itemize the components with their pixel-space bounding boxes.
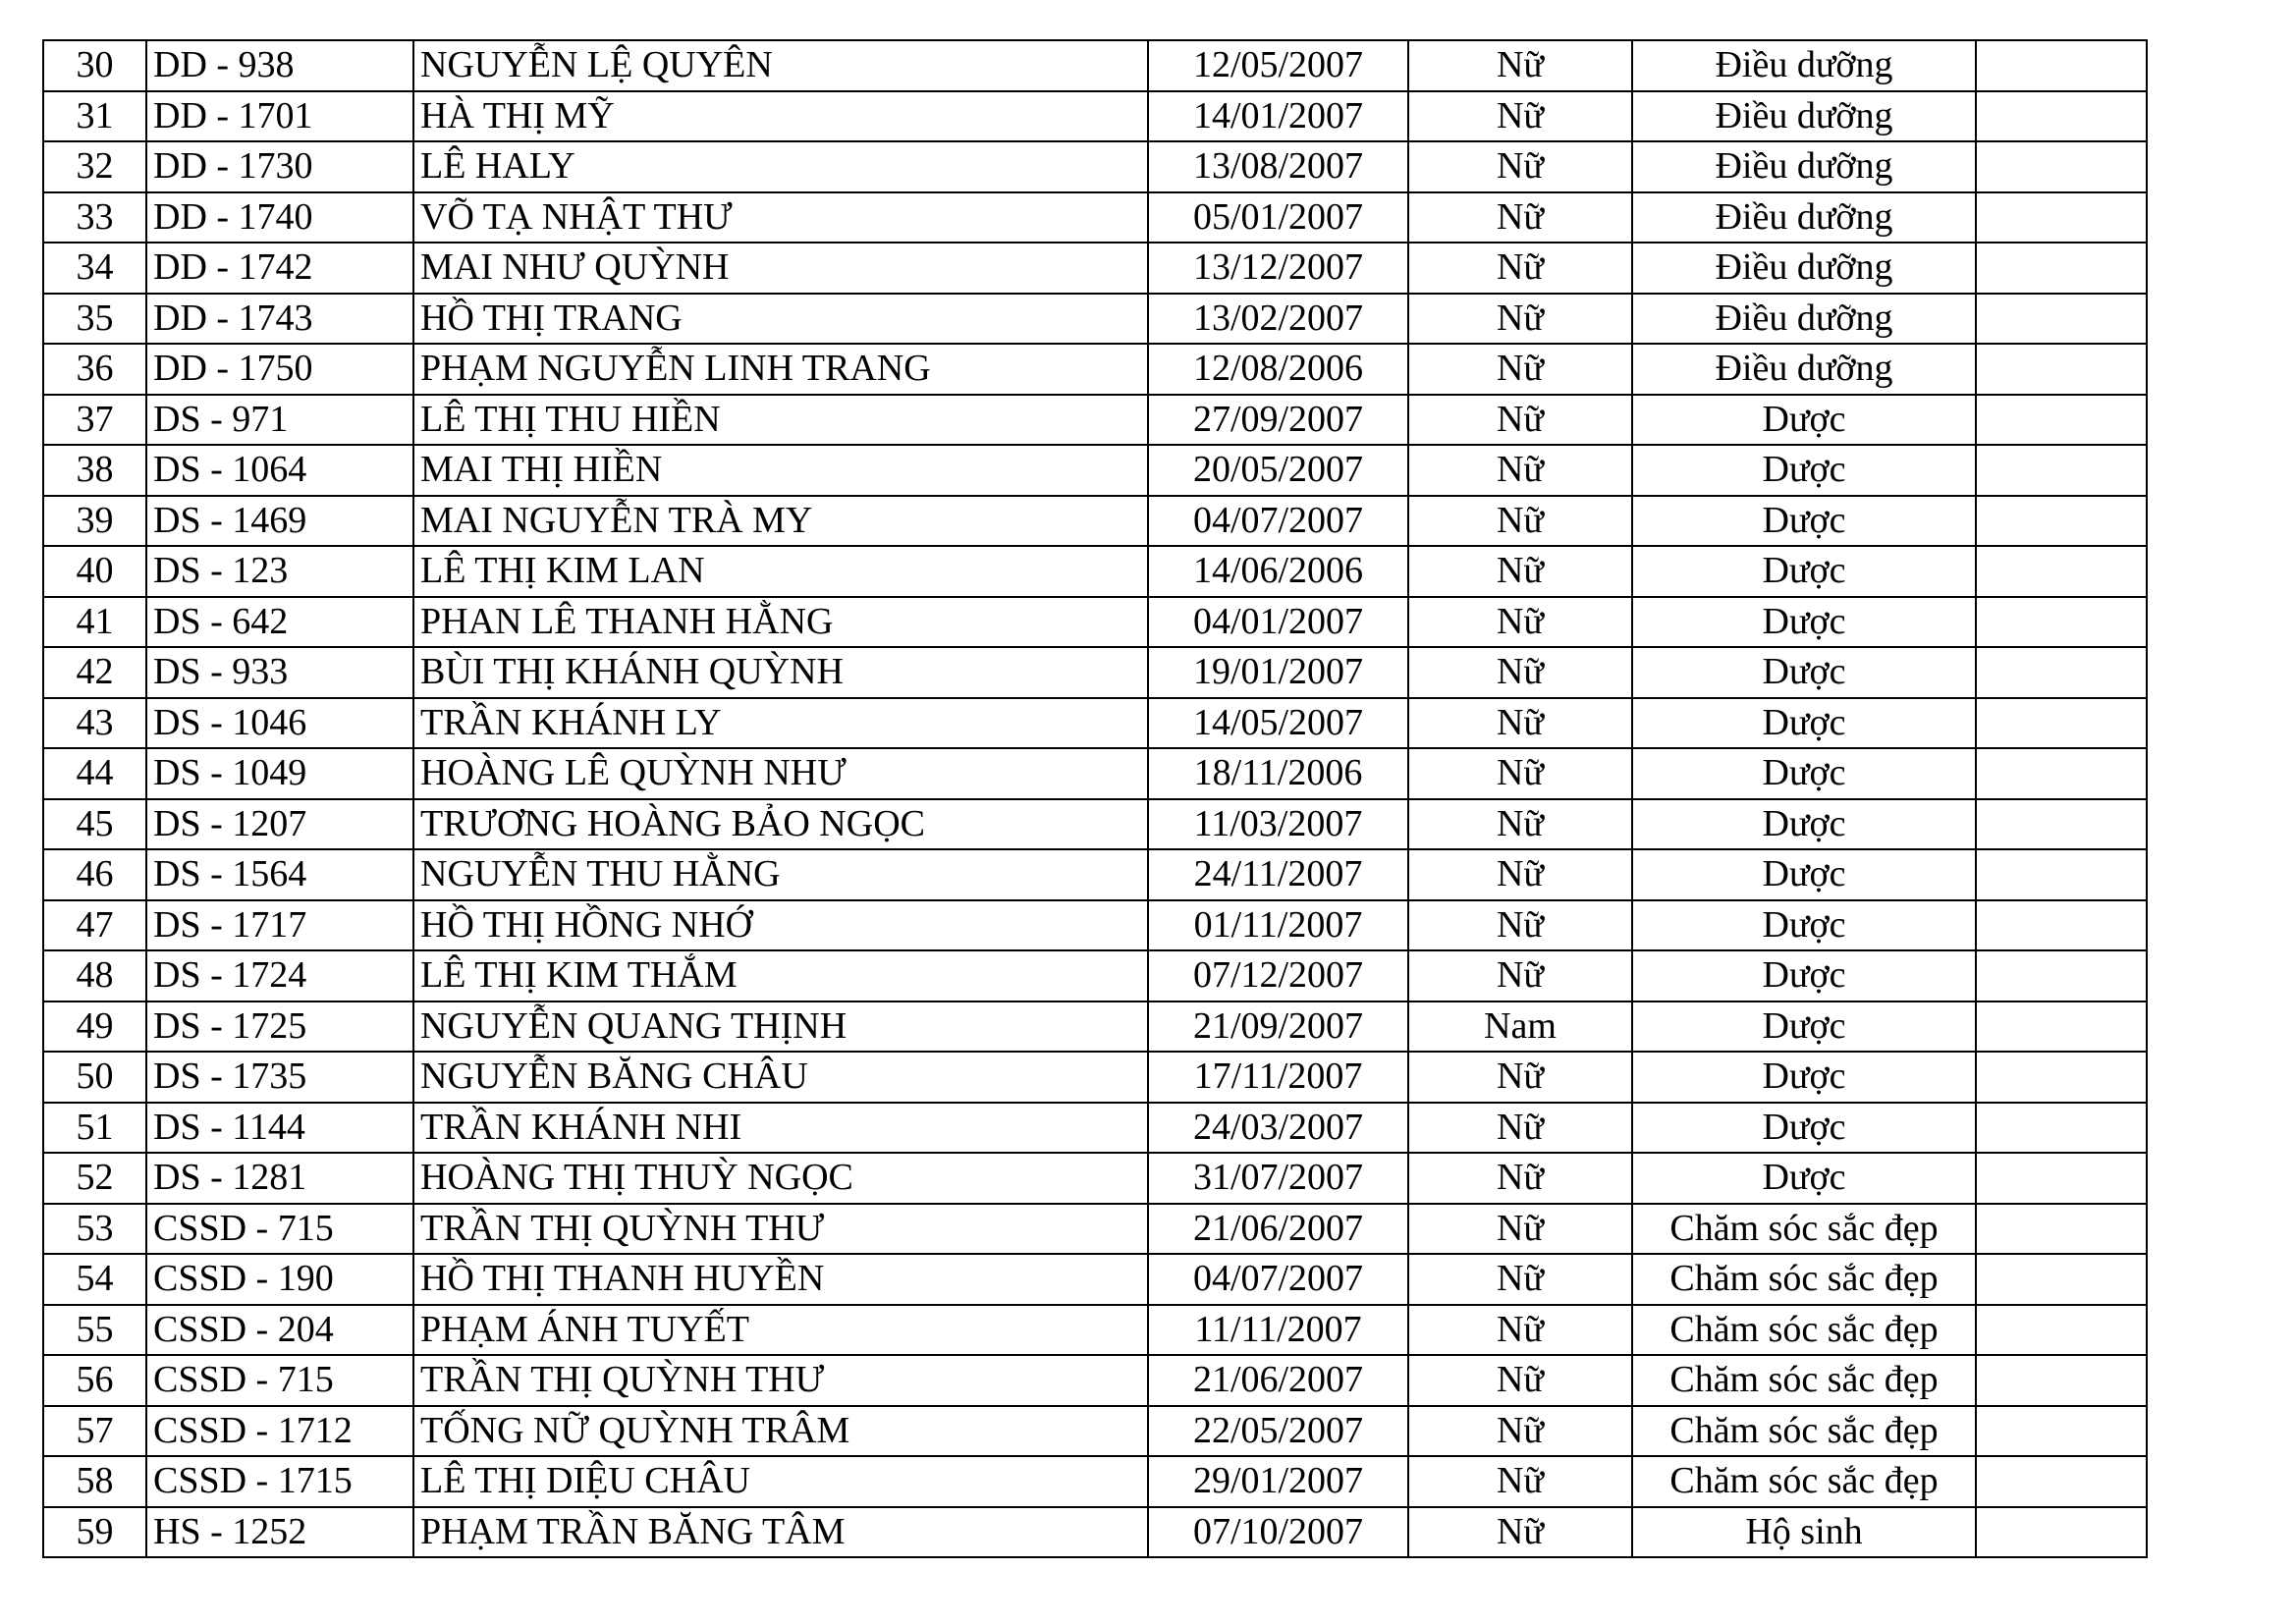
gender-cell: Nữ: [1408, 344, 1632, 395]
note-cell: [1976, 1103, 2147, 1154]
table-row: [43, 748, 2147, 799]
date-of-birth-cell: 01/11/2007: [1148, 900, 1408, 951]
student-name-cell: LÊ THỊ KIM THẮM: [413, 950, 1148, 1001]
student-code-cell: DD - 1750: [146, 344, 413, 395]
row-number-cell: 47: [43, 900, 146, 951]
student-name-cell: PHẠM TRẦN BĂNG TÂM: [413, 1507, 1148, 1558]
student-name-cell: HOÀNG THỊ THUỲ NGỌC: [413, 1153, 1148, 1204]
student-code-cell: DS - 1281: [146, 1153, 413, 1204]
note-cell: [1976, 647, 2147, 698]
row-number-cell: 36: [43, 344, 146, 395]
date-of-birth-cell: 24/11/2007: [1148, 849, 1408, 900]
row-number-cell: 39: [43, 496, 146, 547]
student-name-cell: TRẦN THỊ QUỲNH THƯ: [413, 1355, 1148, 1406]
major-cell: Điều dưỡng: [1632, 344, 1976, 395]
table-row: [43, 647, 2147, 698]
major-cell: Dược: [1632, 849, 1976, 900]
note-cell: [1976, 546, 2147, 597]
student-code-cell: DD - 1701: [146, 91, 413, 142]
date-of-birth-cell: 04/01/2007: [1148, 597, 1408, 648]
gender-cell: Nữ: [1408, 445, 1632, 496]
row-number-cell: 56: [43, 1355, 146, 1406]
student-code-cell: DS - 1735: [146, 1052, 413, 1103]
gender-cell: Nữ: [1408, 1103, 1632, 1154]
date-of-birth-cell: 12/08/2006: [1148, 344, 1408, 395]
major-cell: Điều dưỡng: [1632, 294, 1976, 345]
major-cell: Dược: [1632, 1153, 1976, 1204]
date-of-birth-cell: 07/10/2007: [1148, 1507, 1408, 1558]
gender-cell: Nữ: [1408, 748, 1632, 799]
major-cell: Dược: [1632, 1052, 1976, 1103]
note-cell: [1976, 294, 2147, 345]
gender-cell: Nữ: [1408, 1406, 1632, 1457]
gender-cell: Nữ: [1408, 950, 1632, 1001]
major-cell: Điều dưỡng: [1632, 243, 1976, 294]
row-number-cell: 57: [43, 1406, 146, 1457]
table-row: [43, 1001, 2147, 1053]
major-cell: Chăm sóc sắc đẹp: [1632, 1254, 1976, 1305]
row-number-cell: 46: [43, 849, 146, 900]
major-cell: Chăm sóc sắc đẹp: [1632, 1406, 1976, 1457]
table-row: [43, 1406, 2147, 1457]
major-cell: Điều dưỡng: [1632, 192, 1976, 244]
note-cell: [1976, 141, 2147, 192]
date-of-birth-cell: 04/07/2007: [1148, 496, 1408, 547]
major-cell: Chăm sóc sắc đẹp: [1632, 1355, 1976, 1406]
major-cell: Dược: [1632, 597, 1976, 648]
date-of-birth-cell: 20/05/2007: [1148, 445, 1408, 496]
table-row: [43, 1355, 2147, 1406]
row-number-cell: 49: [43, 1001, 146, 1053]
date-of-birth-cell: 13/12/2007: [1148, 243, 1408, 294]
major-cell: Hộ sinh: [1632, 1507, 1976, 1558]
row-number-cell: 58: [43, 1456, 146, 1507]
row-number-cell: 44: [43, 748, 146, 799]
student-name-cell: HỒ THỊ THANH HUYỀN: [413, 1254, 1148, 1305]
table-row: [43, 344, 2147, 395]
gender-cell: Nữ: [1408, 40, 1632, 91]
student-code-cell: CSSD - 715: [146, 1204, 413, 1255]
table-row: [43, 597, 2147, 648]
note-cell: [1976, 395, 2147, 446]
table-row: [43, 900, 2147, 951]
gender-cell: Nữ: [1408, 799, 1632, 850]
student-name-cell: LÊ THỊ DIỆU CHÂU: [413, 1456, 1148, 1507]
note-cell: [1976, 1507, 2147, 1558]
student-code-cell: CSSD - 1712: [146, 1406, 413, 1457]
row-number-cell: 51: [43, 1103, 146, 1154]
note-cell: [1976, 40, 2147, 91]
student-name-cell: BÙI THỊ KHÁNH QUỲNH: [413, 647, 1148, 698]
student-name-cell: NGUYỄN BĂNG CHÂU: [413, 1052, 1148, 1103]
student-name-cell: HOÀNG LÊ QUỲNH NHƯ: [413, 748, 1148, 799]
table-row: [43, 1254, 2147, 1305]
date-of-birth-cell: 04/07/2007: [1148, 1254, 1408, 1305]
row-number-cell: 38: [43, 445, 146, 496]
gender-cell: Nữ: [1408, 1305, 1632, 1356]
note-cell: [1976, 597, 2147, 648]
major-cell: Dược: [1632, 900, 1976, 951]
row-number-cell: 41: [43, 597, 146, 648]
row-number-cell: 43: [43, 698, 146, 749]
major-cell: Điều dưỡng: [1632, 141, 1976, 192]
gender-cell: Nữ: [1408, 496, 1632, 547]
student-name-cell: MAI THỊ HIỀN: [413, 445, 1148, 496]
student-code-cell: CSSD - 1715: [146, 1456, 413, 1507]
student-list-table: [42, 39, 2148, 1558]
date-of-birth-cell: 31/07/2007: [1148, 1153, 1408, 1204]
student-code-cell: DD - 1740: [146, 192, 413, 244]
major-cell: Điều dưỡng: [1632, 40, 1976, 91]
major-cell: Chăm sóc sắc đẹp: [1632, 1305, 1976, 1356]
date-of-birth-cell: 14/06/2006: [1148, 546, 1408, 597]
row-number-cell: 40: [43, 546, 146, 597]
gender-cell: Nữ: [1408, 1456, 1632, 1507]
student-code-cell: DS - 642: [146, 597, 413, 648]
major-cell: Dược: [1632, 799, 1976, 850]
row-number-cell: 59: [43, 1507, 146, 1558]
gender-cell: Nữ: [1408, 91, 1632, 142]
date-of-birth-cell: 21/06/2007: [1148, 1204, 1408, 1255]
date-of-birth-cell: 11/11/2007: [1148, 1305, 1408, 1356]
table-row: [43, 496, 2147, 547]
date-of-birth-cell: 13/08/2007: [1148, 141, 1408, 192]
note-cell: [1976, 445, 2147, 496]
note-cell: [1976, 748, 2147, 799]
note-cell: [1976, 91, 2147, 142]
major-cell: Dược: [1632, 1001, 1976, 1053]
student-code-cell: DS - 1725: [146, 1001, 413, 1053]
gender-cell: Nam: [1408, 1001, 1632, 1053]
date-of-birth-cell: 17/11/2007: [1148, 1052, 1408, 1103]
row-number-cell: 52: [43, 1153, 146, 1204]
note-cell: [1976, 849, 2147, 900]
date-of-birth-cell: 21/09/2007: [1148, 1001, 1408, 1053]
row-number-cell: 32: [43, 141, 146, 192]
note-cell: [1976, 1153, 2147, 1204]
major-cell: Dược: [1632, 445, 1976, 496]
table-row: [43, 1153, 2147, 1204]
major-cell: Dược: [1632, 647, 1976, 698]
student-code-cell: DS - 1724: [146, 950, 413, 1001]
date-of-birth-cell: 29/01/2007: [1148, 1456, 1408, 1507]
table-row: [43, 1305, 2147, 1356]
student-name-cell: NGUYỄN THU HẰNG: [413, 849, 1148, 900]
date-of-birth-cell: 27/09/2007: [1148, 395, 1408, 446]
gender-cell: Nữ: [1408, 900, 1632, 951]
row-number-cell: 42: [43, 647, 146, 698]
gender-cell: Nữ: [1408, 698, 1632, 749]
date-of-birth-cell: 22/05/2007: [1148, 1406, 1408, 1457]
gender-cell: Nữ: [1408, 1052, 1632, 1103]
table-row: [43, 445, 2147, 496]
note-cell: [1976, 1305, 2147, 1356]
table-row: [43, 546, 2147, 597]
student-code-cell: CSSD - 204: [146, 1305, 413, 1356]
table-row: [43, 849, 2147, 900]
date-of-birth-cell: 11/03/2007: [1148, 799, 1408, 850]
gender-cell: Nữ: [1408, 597, 1632, 648]
major-cell: Dược: [1632, 1103, 1976, 1154]
student-name-cell: TRẦN THỊ QUỲNH THƯ: [413, 1204, 1148, 1255]
gender-cell: Nữ: [1408, 141, 1632, 192]
student-code-cell: DS - 123: [146, 546, 413, 597]
table-row: [43, 698, 2147, 749]
student-code-cell: DD - 1743: [146, 294, 413, 345]
row-number-cell: 45: [43, 799, 146, 850]
row-number-cell: 54: [43, 1254, 146, 1305]
student-code-cell: DD - 938: [146, 40, 413, 91]
note-cell: [1976, 1456, 2147, 1507]
date-of-birth-cell: 14/05/2007: [1148, 698, 1408, 749]
student-code-cell: DS - 1049: [146, 748, 413, 799]
gender-cell: Nữ: [1408, 1153, 1632, 1204]
table-row: [43, 141, 2147, 192]
row-number-cell: 35: [43, 294, 146, 345]
table-row: [43, 1204, 2147, 1255]
table-row: [43, 91, 2147, 142]
table-row: [43, 192, 2147, 244]
note-cell: [1976, 698, 2147, 749]
note-cell: [1976, 1001, 2147, 1053]
date-of-birth-cell: 12/05/2007: [1148, 40, 1408, 91]
note-cell: [1976, 1406, 2147, 1457]
student-name-cell: HÀ THỊ MỸ: [413, 91, 1148, 142]
table-row: [43, 294, 2147, 345]
date-of-birth-cell: 07/12/2007: [1148, 950, 1408, 1001]
student-name-cell: TRẦN KHÁNH LY: [413, 698, 1148, 749]
table-row: [43, 1052, 2147, 1103]
student-name-cell: MAI NHƯ QUỲNH: [413, 243, 1148, 294]
note-cell: [1976, 950, 2147, 1001]
row-number-cell: 33: [43, 192, 146, 244]
major-cell: Dược: [1632, 496, 1976, 547]
student-name-cell: TỐNG NỮ QUỲNH TRÂM: [413, 1406, 1148, 1457]
student-name-cell: MAI NGUYỄN TRÀ MY: [413, 496, 1148, 547]
student-code-cell: DS - 1207: [146, 799, 413, 850]
major-cell: Dược: [1632, 698, 1976, 749]
student-name-cell: TRẦN KHÁNH NHI: [413, 1103, 1148, 1154]
table-row: [43, 950, 2147, 1001]
major-cell: Dược: [1632, 546, 1976, 597]
student-name-cell: NGUYỄN LỆ QUYÊN: [413, 40, 1148, 91]
student-code-cell: DS - 1144: [146, 1103, 413, 1154]
note-cell: [1976, 1254, 2147, 1305]
row-number-cell: 30: [43, 40, 146, 91]
gender-cell: Nữ: [1408, 243, 1632, 294]
row-number-cell: 50: [43, 1052, 146, 1103]
note-cell: [1976, 243, 2147, 294]
student-list-body: [43, 40, 2147, 1557]
student-name-cell: TRƯƠNG HOÀNG BẢO NGỌC: [413, 799, 1148, 850]
table-row: [43, 40, 2147, 91]
gender-cell: Nữ: [1408, 294, 1632, 345]
major-cell: Chăm sóc sắc đẹp: [1632, 1204, 1976, 1255]
student-name-cell: HỒ THỊ TRANG: [413, 294, 1148, 345]
gender-cell: Nữ: [1408, 1254, 1632, 1305]
date-of-birth-cell: 13/02/2007: [1148, 294, 1408, 345]
note-cell: [1976, 344, 2147, 395]
student-code-cell: CSSD - 190: [146, 1254, 413, 1305]
note-cell: [1976, 192, 2147, 244]
student-code-cell: DS - 1064: [146, 445, 413, 496]
date-of-birth-cell: 05/01/2007: [1148, 192, 1408, 244]
major-cell: Dược: [1632, 395, 1976, 446]
student-code-cell: CSSD - 715: [146, 1355, 413, 1406]
major-cell: Điều dưỡng: [1632, 91, 1976, 142]
table-row: [43, 395, 2147, 446]
gender-cell: Nữ: [1408, 1507, 1632, 1558]
major-cell: Chăm sóc sắc đẹp: [1632, 1456, 1976, 1507]
row-number-cell: 55: [43, 1305, 146, 1356]
student-name-cell: PHẠM NGUYỄN LINH TRANG: [413, 344, 1148, 395]
note-cell: [1976, 799, 2147, 850]
student-name-cell: PHẠM ÁNH TUYẾT: [413, 1305, 1148, 1356]
date-of-birth-cell: 18/11/2006: [1148, 748, 1408, 799]
student-name-cell: HỒ THỊ HỒNG NHỚ: [413, 900, 1148, 951]
student-name-cell: LÊ THỊ KIM LAN: [413, 546, 1148, 597]
row-number-cell: 31: [43, 91, 146, 142]
gender-cell: Nữ: [1408, 849, 1632, 900]
student-code-cell: DS - 1717: [146, 900, 413, 951]
date-of-birth-cell: 19/01/2007: [1148, 647, 1408, 698]
gender-cell: Nữ: [1408, 395, 1632, 446]
student-name-cell: PHAN LÊ THANH HẰNG: [413, 597, 1148, 648]
date-of-birth-cell: 21/06/2007: [1148, 1355, 1408, 1406]
gender-cell: Nữ: [1408, 1204, 1632, 1255]
major-cell: Dược: [1632, 748, 1976, 799]
major-cell: Dược: [1632, 950, 1976, 1001]
table-row: [43, 799, 2147, 850]
student-name-cell: LÊ HALY: [413, 141, 1148, 192]
student-code-cell: DS - 1469: [146, 496, 413, 547]
table-row: [43, 1103, 2147, 1154]
student-name-cell: NGUYỄN QUANG THỊNH: [413, 1001, 1148, 1053]
student-name-cell: LÊ THỊ THU HIỀN: [413, 395, 1148, 446]
row-number-cell: 37: [43, 395, 146, 446]
gender-cell: Nữ: [1408, 647, 1632, 698]
date-of-birth-cell: 24/03/2007: [1148, 1103, 1408, 1154]
note-cell: [1976, 496, 2147, 547]
table-row: [43, 1507, 2147, 1558]
table-row: [43, 1456, 2147, 1507]
student-code-cell: DS - 1564: [146, 849, 413, 900]
note-cell: [1976, 1052, 2147, 1103]
student-code-cell: DS - 933: [146, 647, 413, 698]
note-cell: [1976, 900, 2147, 951]
row-number-cell: 48: [43, 950, 146, 1001]
student-code-cell: DS - 1046: [146, 698, 413, 749]
student-code-cell: DD - 1742: [146, 243, 413, 294]
note-cell: [1976, 1355, 2147, 1406]
gender-cell: Nữ: [1408, 192, 1632, 244]
row-number-cell: 53: [43, 1204, 146, 1255]
student-code-cell: DD - 1730: [146, 141, 413, 192]
gender-cell: Nữ: [1408, 546, 1632, 597]
student-code-cell: DS - 971: [146, 395, 413, 446]
table-row: [43, 243, 2147, 294]
gender-cell: Nữ: [1408, 1355, 1632, 1406]
student-name-cell: VÕ TẠ NHẬT THƯ: [413, 192, 1148, 244]
row-number-cell: 34: [43, 243, 146, 294]
student-code-cell: HS - 1252: [146, 1507, 413, 1558]
note-cell: [1976, 1204, 2147, 1255]
date-of-birth-cell: 14/01/2007: [1148, 91, 1408, 142]
